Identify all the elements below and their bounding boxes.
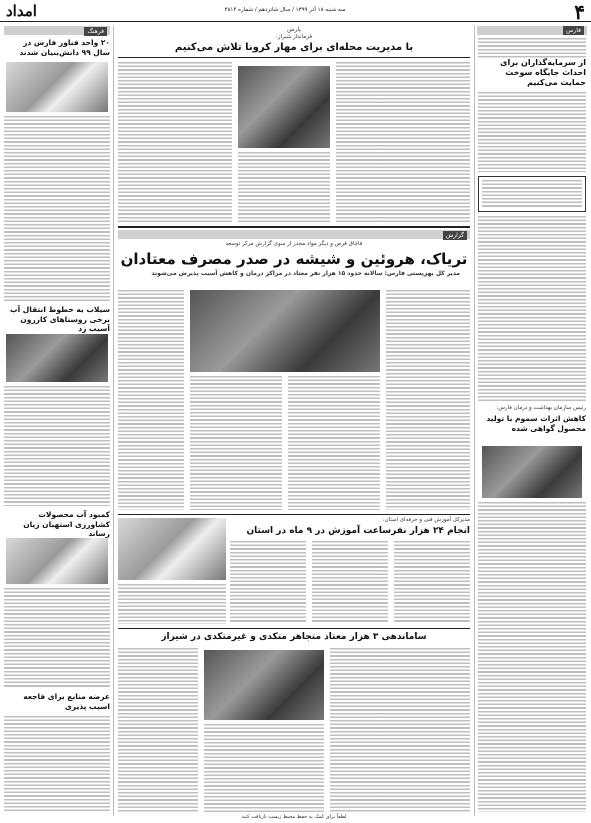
headline-fuel-station: از سرمایه‌گذاران برای احداث جایگاه سوخت حمایت می‌کنیم [500,58,586,87]
flood-photo [6,334,108,382]
footer-note: لطفاً برای کمک به حفظ محیط زیست بازیافت کنید [241,814,347,820]
divider [118,57,470,58]
lead-kicker: قاچاق قرص و دیگر مواد مخدر از سوی گزارش مرکز توسعه [225,241,363,247]
article-text [4,386,110,506]
article-text [4,588,110,688]
article-text [4,116,110,301]
mid-kicker: مدیرکل آموزش فنی و حرفه‌ای استان: [382,517,470,523]
section-label-right: فارس [563,26,584,35]
article-text [118,290,184,510]
article-text [478,38,586,58]
article-text [288,376,380,510]
headline-agri: کمبود آب محصولات کشاورزی استهبان زیان رساند [23,510,110,538]
bottom-headline: ساماندهی ۳ هزار معتاد متجاهر متکدی و غیرمتکدی در شیراز [161,632,427,642]
beggars-photo [204,650,324,720]
lab-photo [6,62,108,112]
article-text [478,92,586,172]
newspaper-logo: امداد [6,2,37,20]
notice-box [478,176,586,212]
article-text [190,376,282,510]
headline-tech-units: ۲۰ واحد فناور فارس در سال ۹۹ دانش‌بنیان شدند [19,38,110,57]
section-label-left: فرهنگ [84,27,107,36]
page-number: ۴ [574,0,585,24]
report-bar [118,230,470,239]
governor-photo [238,66,330,148]
divider [118,628,470,629]
kicker-right-mid: رئیس سازمان بهداشت و درمان فارس: [496,405,586,411]
article-text [4,716,110,812]
masthead [0,0,591,22]
dateline: سه شنبه ۱۸ آذر ۱۳۹۹ / سال شانزدهم / شماره ۴۸۱۴ [224,7,346,13]
article-text [330,648,470,812]
headline-corona: با مدیریت محله‌ای برای مهار کرونا تلاش می‌کنیم [174,42,414,53]
article-text [478,502,586,812]
column-divider [113,26,114,816]
kicker-top-center: فرماندار شیراز: [276,34,312,40]
article-text [118,648,198,812]
headline-flood: سیلاب به خطوط انتقال آب برخی روستاهای کازرون آسیب زد [10,305,110,333]
headline-left-bottom: عرضه منابع برای فاجعه اسیب پذیری [23,692,110,711]
article-text [336,62,470,222]
section-bar-right [477,26,587,35]
article-text [386,290,470,510]
divider [118,226,470,228]
article-text [118,62,232,222]
article-text [394,541,470,624]
headline-pesticide: کاهش اثرات سموم با تولید محصول گواهی شده [486,414,586,433]
article-text [118,584,226,624]
section-label-center: پارس [287,26,301,33]
article-text [230,541,306,624]
article-text [312,541,388,624]
article-text [204,724,324,812]
column-divider [474,26,475,816]
section-bar-left [4,26,110,35]
addicts-photo [190,290,380,372]
portrait-photo [482,446,582,498]
farm-photo [6,538,108,584]
mid-headline: انجام ۲۴ هزار نفرساعت آموزش در ۹ ماه در استان [246,526,470,536]
lead-headline: تریاک، هروئین و شیشه در صدر مصرف معتادان [120,250,468,268]
lead-subhead: مدیر کل بهزیستی فارس: سالانه حدود ۱۵ هزار نفر معتاد در مراکز درمان و کاهش آسیب پذیرش می‌شوند [151,270,460,277]
article-text [478,216,586,401]
article-text [238,152,330,222]
ambulance-photo [118,518,226,580]
divider [118,514,470,515]
report-tag: گزارش [443,231,467,240]
